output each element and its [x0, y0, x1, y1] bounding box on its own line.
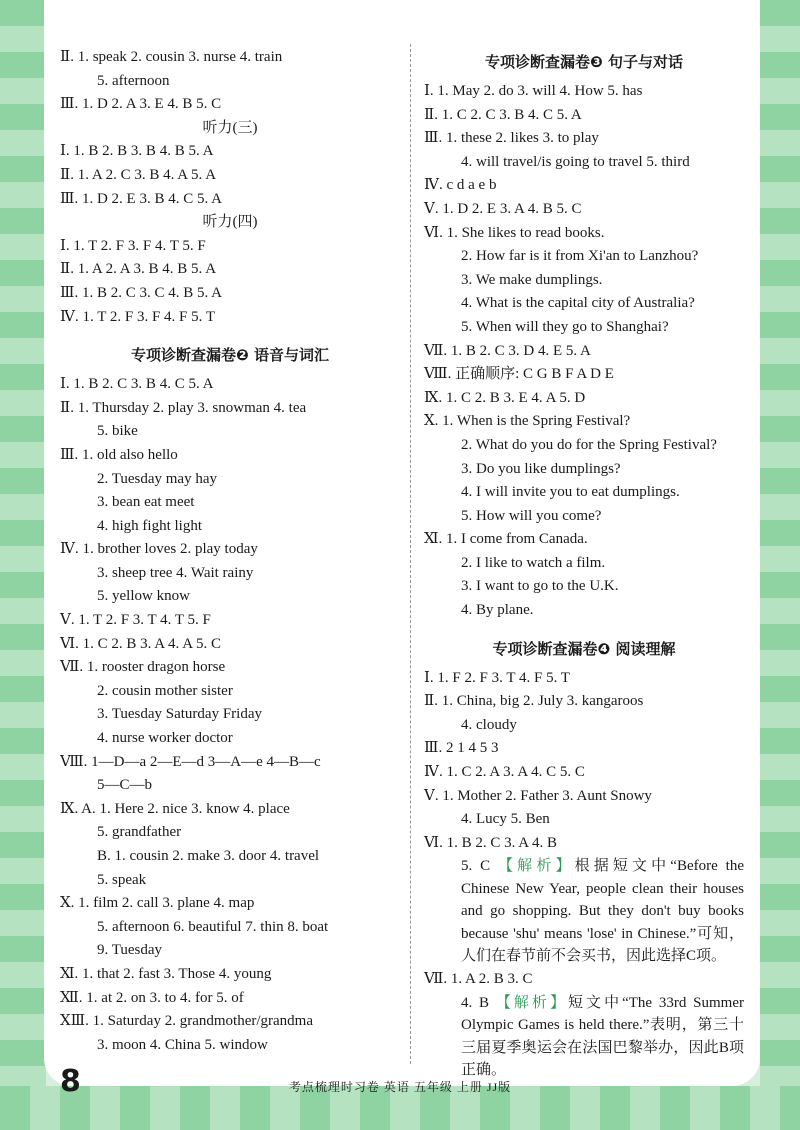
answer-line: 2. cousin mother sister — [97, 682, 233, 699]
answer-line: Ⅰ. 1. F 2. F 3. T 4. F 5. T — [424, 669, 570, 686]
answer-line: Ⅲ. 1. D 2. A 3. E 4. B 5. C — [60, 96, 222, 113]
answer-line: 5. afternoon — [97, 72, 170, 89]
section-heading: 专项诊断查漏卷❷ 语音与词汇 — [131, 346, 329, 365]
answer-line: 9. Tuesday — [97, 942, 163, 959]
answer-line: Ⅳ. 1. brother loves 2. play today — [60, 541, 258, 558]
answer-explanation — [424, 992, 744, 1082]
answer-line: 3. bean eat meet — [97, 494, 195, 511]
answer-line: 5. grandfather — [97, 824, 182, 841]
column-divider — [410, 44, 411, 1064]
answer-line: 2. What do you do for the Spring Festival? — [461, 436, 717, 453]
answer-line: Ⅶ. 1. B 2. C 3. D 4. E 5. A — [424, 342, 591, 359]
answer-line: Ⅵ. 1. She likes to read books. — [424, 224, 605, 241]
answer-line: 3. sheep tree 4. Wait rainy — [97, 564, 254, 581]
answer-explanation — [424, 855, 744, 968]
answer-line: Ⅱ. 1. China, big 2. July 3. kangaroos — [424, 693, 644, 710]
analysis-tag: 【解析】 — [495, 994, 568, 1011]
answer-line: 4. will travel/is going to travel 5. third — [461, 153, 690, 170]
answer-line: Ⅸ. A. 1. Here 2. nice 3. know 4. place — [60, 800, 290, 817]
answer-line: Ⅳ. c d a e b — [424, 177, 497, 194]
answer-line: 4. What is the capital city of Australia? — [461, 295, 695, 312]
answer-line: Ⅶ. 1. A 2. B 3. C — [424, 970, 533, 987]
answer-line: Ⅹ. 1. film 2. call 3. plane 4. map — [60, 895, 255, 912]
answer-line: Ⅷ. 正确顺序: C G B F A D E — [424, 366, 614, 383]
answer-line: Ⅻ. 1. at 2. on 3. to 4. for 5. of — [60, 989, 244, 1006]
answer-line: 2. Tuesday may hay — [97, 470, 217, 487]
answer-line: B. 1. cousin 2. make 3. door 4. travel — [97, 848, 320, 864]
answer-line: 5. yellow know — [97, 588, 190, 605]
answer-choice: 4. B — [461, 994, 496, 1011]
answer-line: Ⅳ. 1. C 2. A 3. A 4. C 5. C — [424, 764, 585, 781]
sub-heading: 听力(三) — [202, 119, 258, 136]
answer-line: Ⅴ. 1. Mother 2. Father 3. Aunt Snowy — [424, 787, 652, 804]
answer-line: Ⅵ. 1. B 2. C 3. A 4. B — [424, 834, 558, 851]
answer-line: Ⅰ. 1. B 2. C 3. B 4. C 5. A — [60, 376, 214, 393]
answer-line: 4. high fight light — [97, 517, 202, 534]
decorative-border-right — [760, 0, 800, 1130]
answer-line: Ⅱ. 1. speak 2. cousin 3. nurse 4. train — [60, 49, 283, 65]
section-heading: 专项诊断查漏卷❸ 句子与对话 — [485, 53, 683, 71]
answer-line: 5. When will they go to Shanghai? — [461, 318, 669, 335]
answer-line: Ⅴ. 1. T 2. F 3. T 4. T 5. F — [60, 612, 211, 629]
answer-line: Ⅰ. 1. B 2. B 3. B 4. B 5. A — [60, 143, 214, 160]
answer-column-right — [424, 46, 744, 1082]
answer-line: Ⅲ. 1. B 2. C 3. C 4. B 5. A — [60, 284, 222, 301]
answer-line: 3. Tuesday Saturday Friday — [97, 706, 262, 723]
analysis-text: 根据短文中“Before the Chinese New Year, people clean their houses and go shopping. But they don't buy books because 'shu' means 'lose' in Chinese.”可知，人们在春节前不会买书，因此选择C项。 — [461, 858, 744, 965]
sub-heading: 听力(四) — [202, 214, 258, 231]
answer-line: Ⅰ. 1. T 2. F 3. F 4. T 5. F — [60, 237, 206, 254]
answer-line: 4. Lucy 5. Ben — [461, 811, 550, 828]
answer-line: Ⅹ. 1. When is the Spring Festival? — [424, 413, 631, 430]
answer-line: Ⅷ. 1—D—a 2—E—d 3—A—e 4—B—c — [60, 753, 321, 770]
answer-line: 2. I like to watch a film. — [461, 554, 606, 571]
answer-line: 5—C—b — [97, 777, 153, 794]
answer-line: ⅩⅢ. 1. Saturday 2. grandmother/grandma — [60, 1013, 314, 1030]
answer-line: Ⅱ. 1. Thursday 2. play 3. snowman 4. tea — [60, 399, 307, 416]
answer-choice: 5. C — [461, 858, 499, 875]
footer-book-title: 考点梳理时习卷 英语 五年级 上册 JJ版 — [288, 1080, 512, 1094]
answer-line: 3. I want to go to the U.K. — [461, 578, 619, 595]
answer-line: Ⅺ. 1. that 2. fast 3. Those 4. young — [60, 965, 272, 982]
section-heading: 专项诊断查漏卷❹ 阅读理解 — [492, 639, 676, 658]
answer-line: 4. I will invite you to eat dumplings. — [461, 484, 680, 501]
answer-line: Ⅲ. 1. these 2. likes 3. to play — [424, 130, 599, 147]
answer-line: 3. Do you like dumplings? — [461, 460, 621, 477]
answer-line: Ⅸ. 1. C 2. B 3. E 4. A 5. D — [424, 389, 586, 406]
answer-line: 5. bike — [97, 423, 138, 440]
answer-line: 5. How will you come? — [461, 507, 602, 524]
answer-line: 5. speak — [97, 871, 147, 888]
answer-line: Ⅱ. 1. A 2. C 3. B 4. A 5. A — [60, 166, 217, 183]
answer-line: Ⅰ. 1. May 2. do 3. will 4. How 5. has — [424, 83, 643, 99]
decorative-border-left — [0, 0, 46, 1130]
answer-line: 3. moon 4. China 5. window — [97, 1036, 268, 1053]
analysis-tag: 【解析】 — [498, 858, 575, 875]
answer-line: Ⅳ. 1. T 2. F 3. F 4. F 5. T — [60, 308, 216, 325]
analysis-text: 短文中“The 33rd Summer Olympic Games is held there.”表明，第三十三届夏季奥运会在法国巴黎举办，因此B项正确。 — [461, 994, 744, 1078]
answer-line: Ⅲ. 1. D 2. E 3. B 4. C 5. A — [60, 190, 222, 207]
answer-line: Ⅵ. 1. C 2. B 3. A 4. A 5. C — [60, 635, 221, 652]
answer-column-left — [60, 46, 400, 1057]
answer-line: 5. afternoon 6. beautiful 7. thin 8. boat — [97, 918, 329, 935]
answer-line: Ⅱ. 1. C 2. C 3. B 4. C 5. A — [424, 106, 582, 123]
answer-line: Ⅱ. 1. A 2. A 3. B 4. B 5. A — [60, 261, 217, 278]
answer-line: 4. nurse worker doctor — [97, 730, 233, 747]
answer-line: 3. We make dumplings. — [461, 271, 603, 288]
answer-line: 4. cloudy — [461, 716, 517, 733]
page-number: 8 — [60, 1064, 81, 1099]
answer-line: Ⅺ. 1. I come from Canada. — [424, 531, 588, 548]
answer-line: 4. By plane. — [461, 602, 534, 619]
answer-line: Ⅲ. 2 1 4 5 3 — [424, 740, 499, 757]
answer-line: 2. How far is it from Xi'an to Lanzhou? — [461, 248, 699, 265]
answer-line: Ⅶ. 1. rooster dragon horse — [60, 659, 226, 676]
answer-line: Ⅲ. 1. old also hello — [60, 446, 178, 463]
answer-line: Ⅴ. 1. D 2. E 3. A 4. B 5. C — [424, 200, 582, 217]
